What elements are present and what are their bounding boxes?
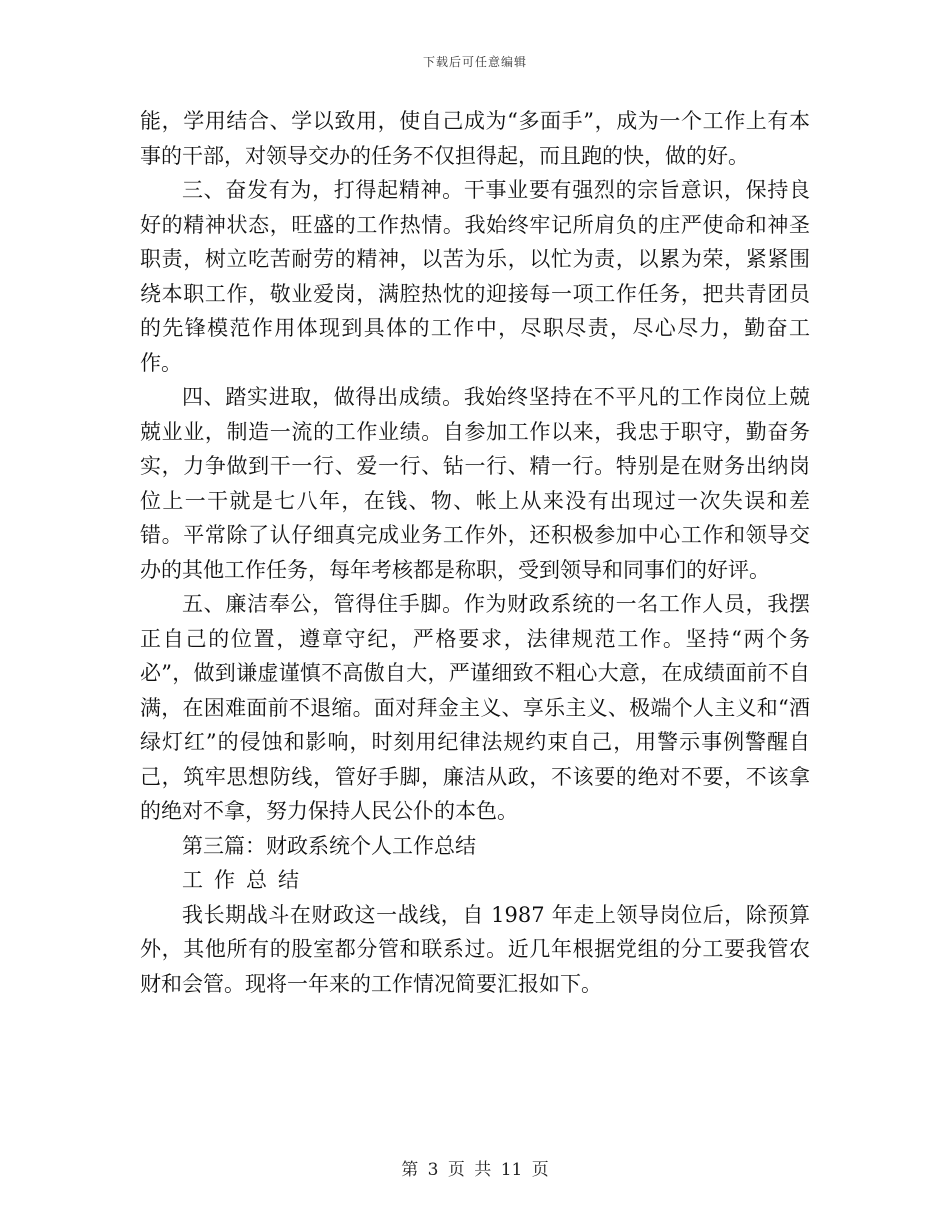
subtitle-work-summary: 工作总结: [182, 868, 310, 892]
paragraph-continuation: 能，学用结合、学以致用，使自己成为“多面手”，成为一个工作上有本事的干部，对领导交办的任务不仅担得起，而且跑的快，做的好。: [140, 109, 810, 168]
paragraph-section-five: 五、廉洁奉公，管得住手脚。作为财政系统的一名工作人员，我摆正自己的位置，遵章守纪，严格要求，法律规范工作。坚持“两个务必”，做到谦虚谨慎不高傲自大，严谨细致不粗心大意，在成绩面前不自满，在困难面前不退缩。面对拜金主义、享乐主义、极端个人主义和“酒绿灯红”的侵蚀和影响，时刻用纪律法规约束自己，用警示事例警醒自己，筑牢思想防线，管好手脚，廉洁从政，不该要的绝对不要，不该拿的绝对不拿，努力保持人民公仆的本色。: [140, 592, 810, 823]
page-number-footer: 第 3 页 共 11 页: [401, 1160, 549, 1180]
chapter-title: 第三篇：财政系统个人工作总结: [182, 833, 476, 858]
paragraph-intro: 我长期战斗在财政这一战线，自 1987 年走上领导岗位后，除预算外，其他所有的股室都分管和联系过。近几年根据党组的分工要我管农财和会管。现将一年来的工作情况简要汇报如下。: [140, 902, 810, 996]
paragraph-section-three: 三、奋发有为，打得起精神。干事业要有强烈的宗旨意识，保持良好的精神状态，旺盛的工作热情。我始终牢记所肩负的庄严使命和神圣职责，树立吃苦耐劳的精神，以苦为乐，以忙为责，以累为荣，紧紧围绕本职工作，敬业爱岗，满腔热忱的迎接每一项工作任务，把共青团员的先锋模范作用体现到具体的工作中，尽职尽责，尽心尽力，勤奋工作。: [140, 178, 810, 375]
page-header: 下载后可任意编辑: [422, 55, 527, 69]
paragraph-section-four: 四、踏实进取，做得出成绩。我始终坚持在不平凡的工作岗位上兢兢业业，制造一流的工作业绩。自参加工作以来，我忠于职守，勤奋务实，力争做到干一行、爱一行、钻一行、精一行。特别是在财务出纳岗位上一干就是七八年，在钱、物、帐上从来没有出现过一次失误和差错。平常除了认仔细真完成业务工作外，还积极参加中心工作和领导交办的其他工作任务，每年考核都是称职，受到领导和同事们的好评。: [140, 385, 810, 582]
document-body: [140, 104, 810, 1001]
